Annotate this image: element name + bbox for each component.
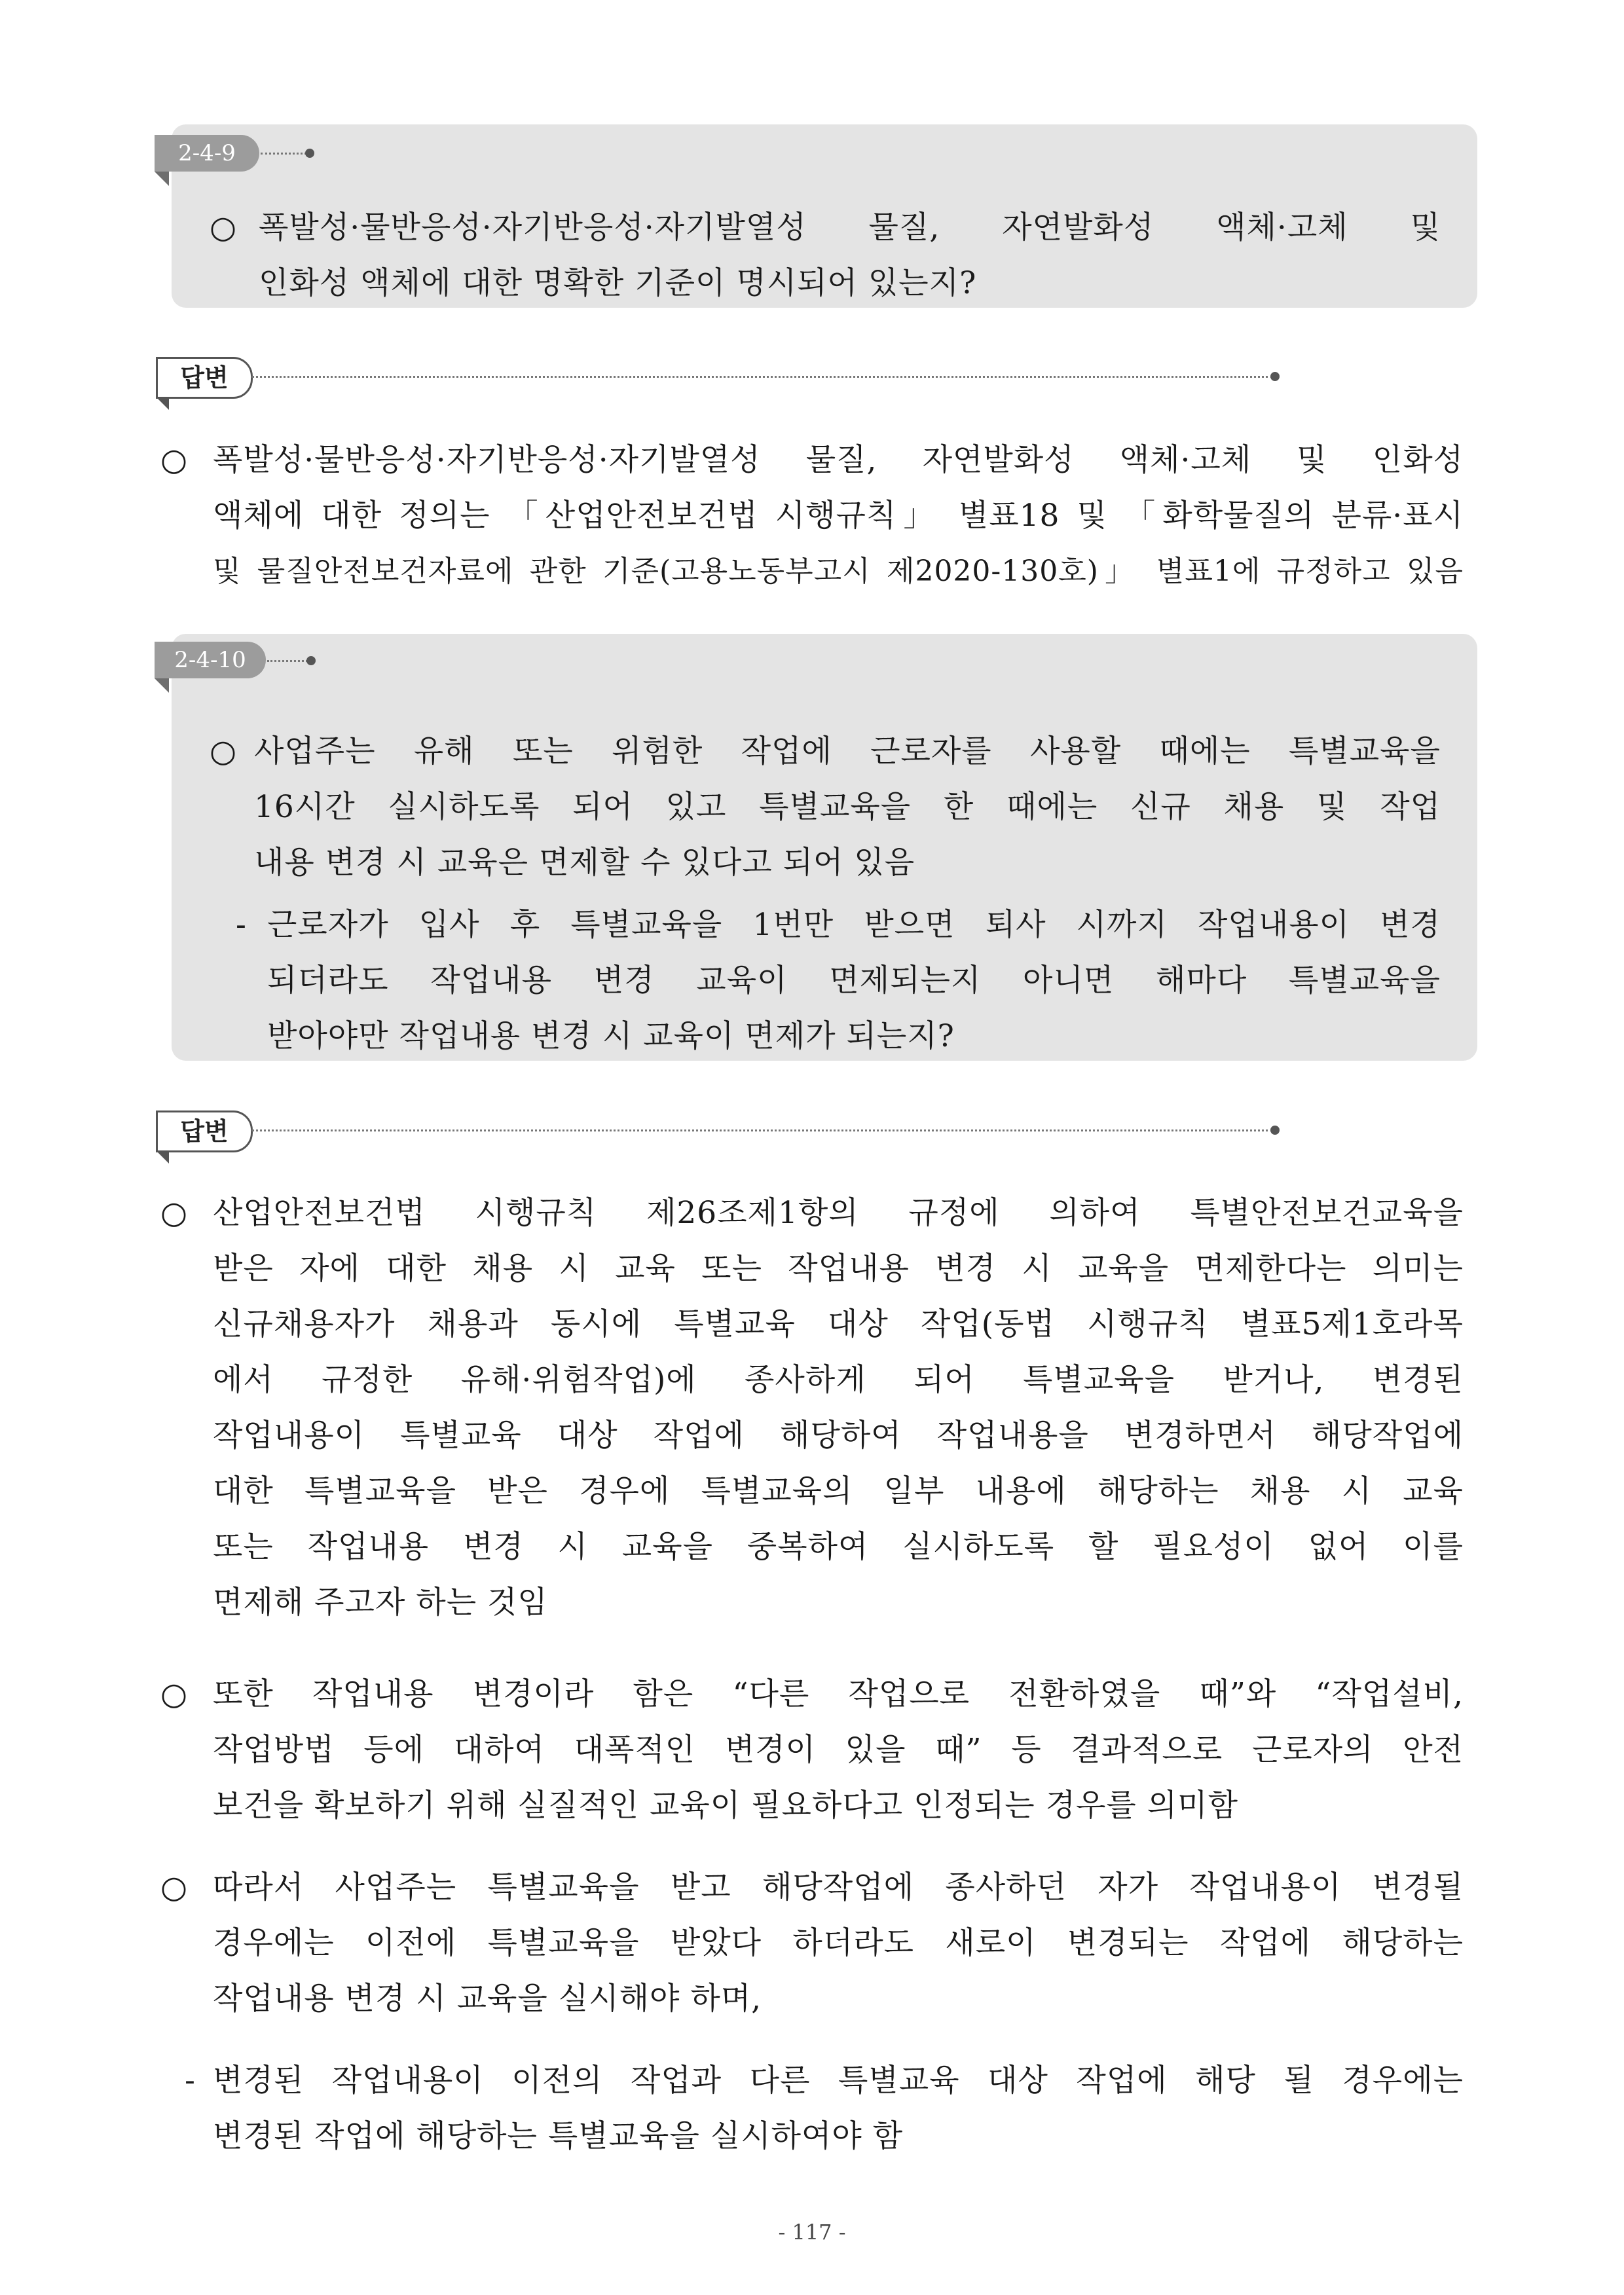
bullet-circle: ○ <box>210 210 238 246</box>
bullet-circle: ○ <box>210 733 238 769</box>
question-tag: 2-4-9 <box>155 135 259 172</box>
answer-paragraph-3 <box>160 1860 1464 2027</box>
text-line: 16시간 실시하도록 되어 있고 특별교육을 한 때에는 신규 채용 및 작업 <box>254 789 1441 825</box>
answer-dot <box>1270 1126 1280 1135</box>
answer-tag: 답변 <box>156 1111 253 1152</box>
answer-dot <box>1270 372 1280 381</box>
tag-dotted-line <box>261 153 306 155</box>
tag-tail <box>156 397 169 410</box>
question-tag: 2-4-10 <box>155 642 266 678</box>
answer-dotted-line <box>251 376 1273 378</box>
question-text <box>210 200 1441 311</box>
text-line: 내용 변경 시 교육은 면제할 수 있다고 되어 있음 <box>254 845 915 881</box>
tag-dot <box>306 656 316 665</box>
answer-paragraph-1 <box>160 1185 1464 1630</box>
text-line: 사업주는 유해 또는 위험한 작업에 근로자를 사용할 때에는 특별교육을 <box>254 733 1441 769</box>
bullet-dash: - <box>236 907 247 943</box>
tag-dot <box>305 149 314 158</box>
text-line: 변경된 작업내용이 이전의 작업과 다른 특별교육 대상 작업에 해당 될 경우에는 <box>213 2063 1464 2099</box>
question-sub-text <box>236 897 1441 1064</box>
text-line: 액체에 대한 정의는 「산업안전보건법 시행규칙」 별표18 및 「화학물질의 분류·표시 <box>213 498 1464 534</box>
question-text <box>210 724 1441 890</box>
bullet-circle: ○ <box>160 442 189 478</box>
bullet-circle: ○ <box>160 1195 189 1231</box>
text-line: 폭발성·물반응성·자기반응성·자기발열성 물질, 자연발화성 액체·고체 및 인화성 <box>213 442 1464 478</box>
text-line: 또한 작업내용 변경이라 함은 “다른 작업으로 전환하였을 때”와 “작업설비, <box>213 1676 1464 1712</box>
text-line: 따라서 사업주는 특별교육을 받고 해당작업에 종사하던 자가 작업내용이 변경될 <box>213 1869 1464 1905</box>
text-line: 받은 자에 대한 채용 시 교육 또는 작업내용 변경 시 교육을 면제한다는 의미는 <box>213 1251 1464 1287</box>
text-line: 에서 규정한 유해·위험작업)에 종사하게 되어 특별교육을 받거나, 변경된 <box>213 1362 1464 1398</box>
text-line: 작업내용 변경 시 교육을 실시해야 하며, <box>213 1981 762 2017</box>
text-line: 산업안전보건법 시행규칙 제26조제1항의 규정에 의하여 특별안전보건교육을 <box>213 1195 1464 1231</box>
answer-paragraph-2 <box>160 1666 1464 1833</box>
text-line: 폭발성·물반응성·자기반응성·자기발열성 물질, 자연발화성 액체·고체 및 <box>259 210 1441 246</box>
text-line: 대한 특별교육을 받은 경우에 특별교육의 일부 내용에 해당하는 채용 시 교육 <box>213 1473 1464 1509</box>
text-line: 되더라도 작업내용 변경 교육이 면제되는지 아니면 해마다 특별교육을 <box>267 963 1441 999</box>
answer-tag: 답변 <box>156 357 253 399</box>
text-line: 면제해 주고자 하는 것임 <box>213 1585 548 1621</box>
text-line: 보건을 확보하기 위해 실질적인 교육이 필요하다고 인정되는 경우를 의미함 <box>213 1788 1238 1824</box>
text-line: 또는 작업내용 변경 시 교육을 중복하여 실시하도록 할 필요성이 없어 이를 <box>213 1529 1464 1565</box>
text-line: 근로자가 입사 후 특별교육을 1번만 받으면 퇴사 시까지 작업내용이 변경 <box>267 907 1441 943</box>
text-line: 신규채용자가 채용과 동시에 특별교육 대상 작업(동법 시행규칙 별표5제1호라목 <box>213 1306 1464 1342</box>
text-line: 변경된 작업에 해당하는 특별교육을 실시하여야 함 <box>213 2118 904 2154</box>
tag-tail <box>155 172 169 186</box>
text-line: 경우에는 이전에 특별교육을 받았다 하더라도 새로이 변경되는 작업에 해당하는 <box>213 1925 1464 1961</box>
answer-dotted-line <box>251 1129 1273 1131</box>
bullet-circle: ○ <box>160 1676 189 1712</box>
bullet-dash: - <box>185 2063 196 2099</box>
answer-text <box>160 432 1464 599</box>
text-line: 및 물질안전보건자료에 관한 기준(고용노동부고시 제2020-130호)」 별표1에 규정하고 있음 <box>213 555 1464 588</box>
text-line: 받아야만 작업내용 변경 시 교육이 면제가 되는지? <box>267 1018 955 1054</box>
page-number: - 117 - <box>778 2220 846 2245</box>
answer-sub-paragraph <box>185 2053 1464 2164</box>
text-line: 작업방법 등에 대하여 대폭적인 변경이 있을 때” 등 결과적으로 근로자의 안전 <box>213 1732 1464 1768</box>
text-line: 인화성 액체에 대한 명확한 기준이 명시되어 있는지? <box>259 265 977 301</box>
text-line: 작업내용이 특별교육 대상 작업에 해당하여 작업내용을 변경하면서 해당작업에 <box>213 1418 1464 1454</box>
tag-tail <box>156 1150 169 1164</box>
tag-dotted-line <box>267 660 308 662</box>
bullet-circle: ○ <box>160 1869 189 1905</box>
tag-tail <box>155 678 169 693</box>
